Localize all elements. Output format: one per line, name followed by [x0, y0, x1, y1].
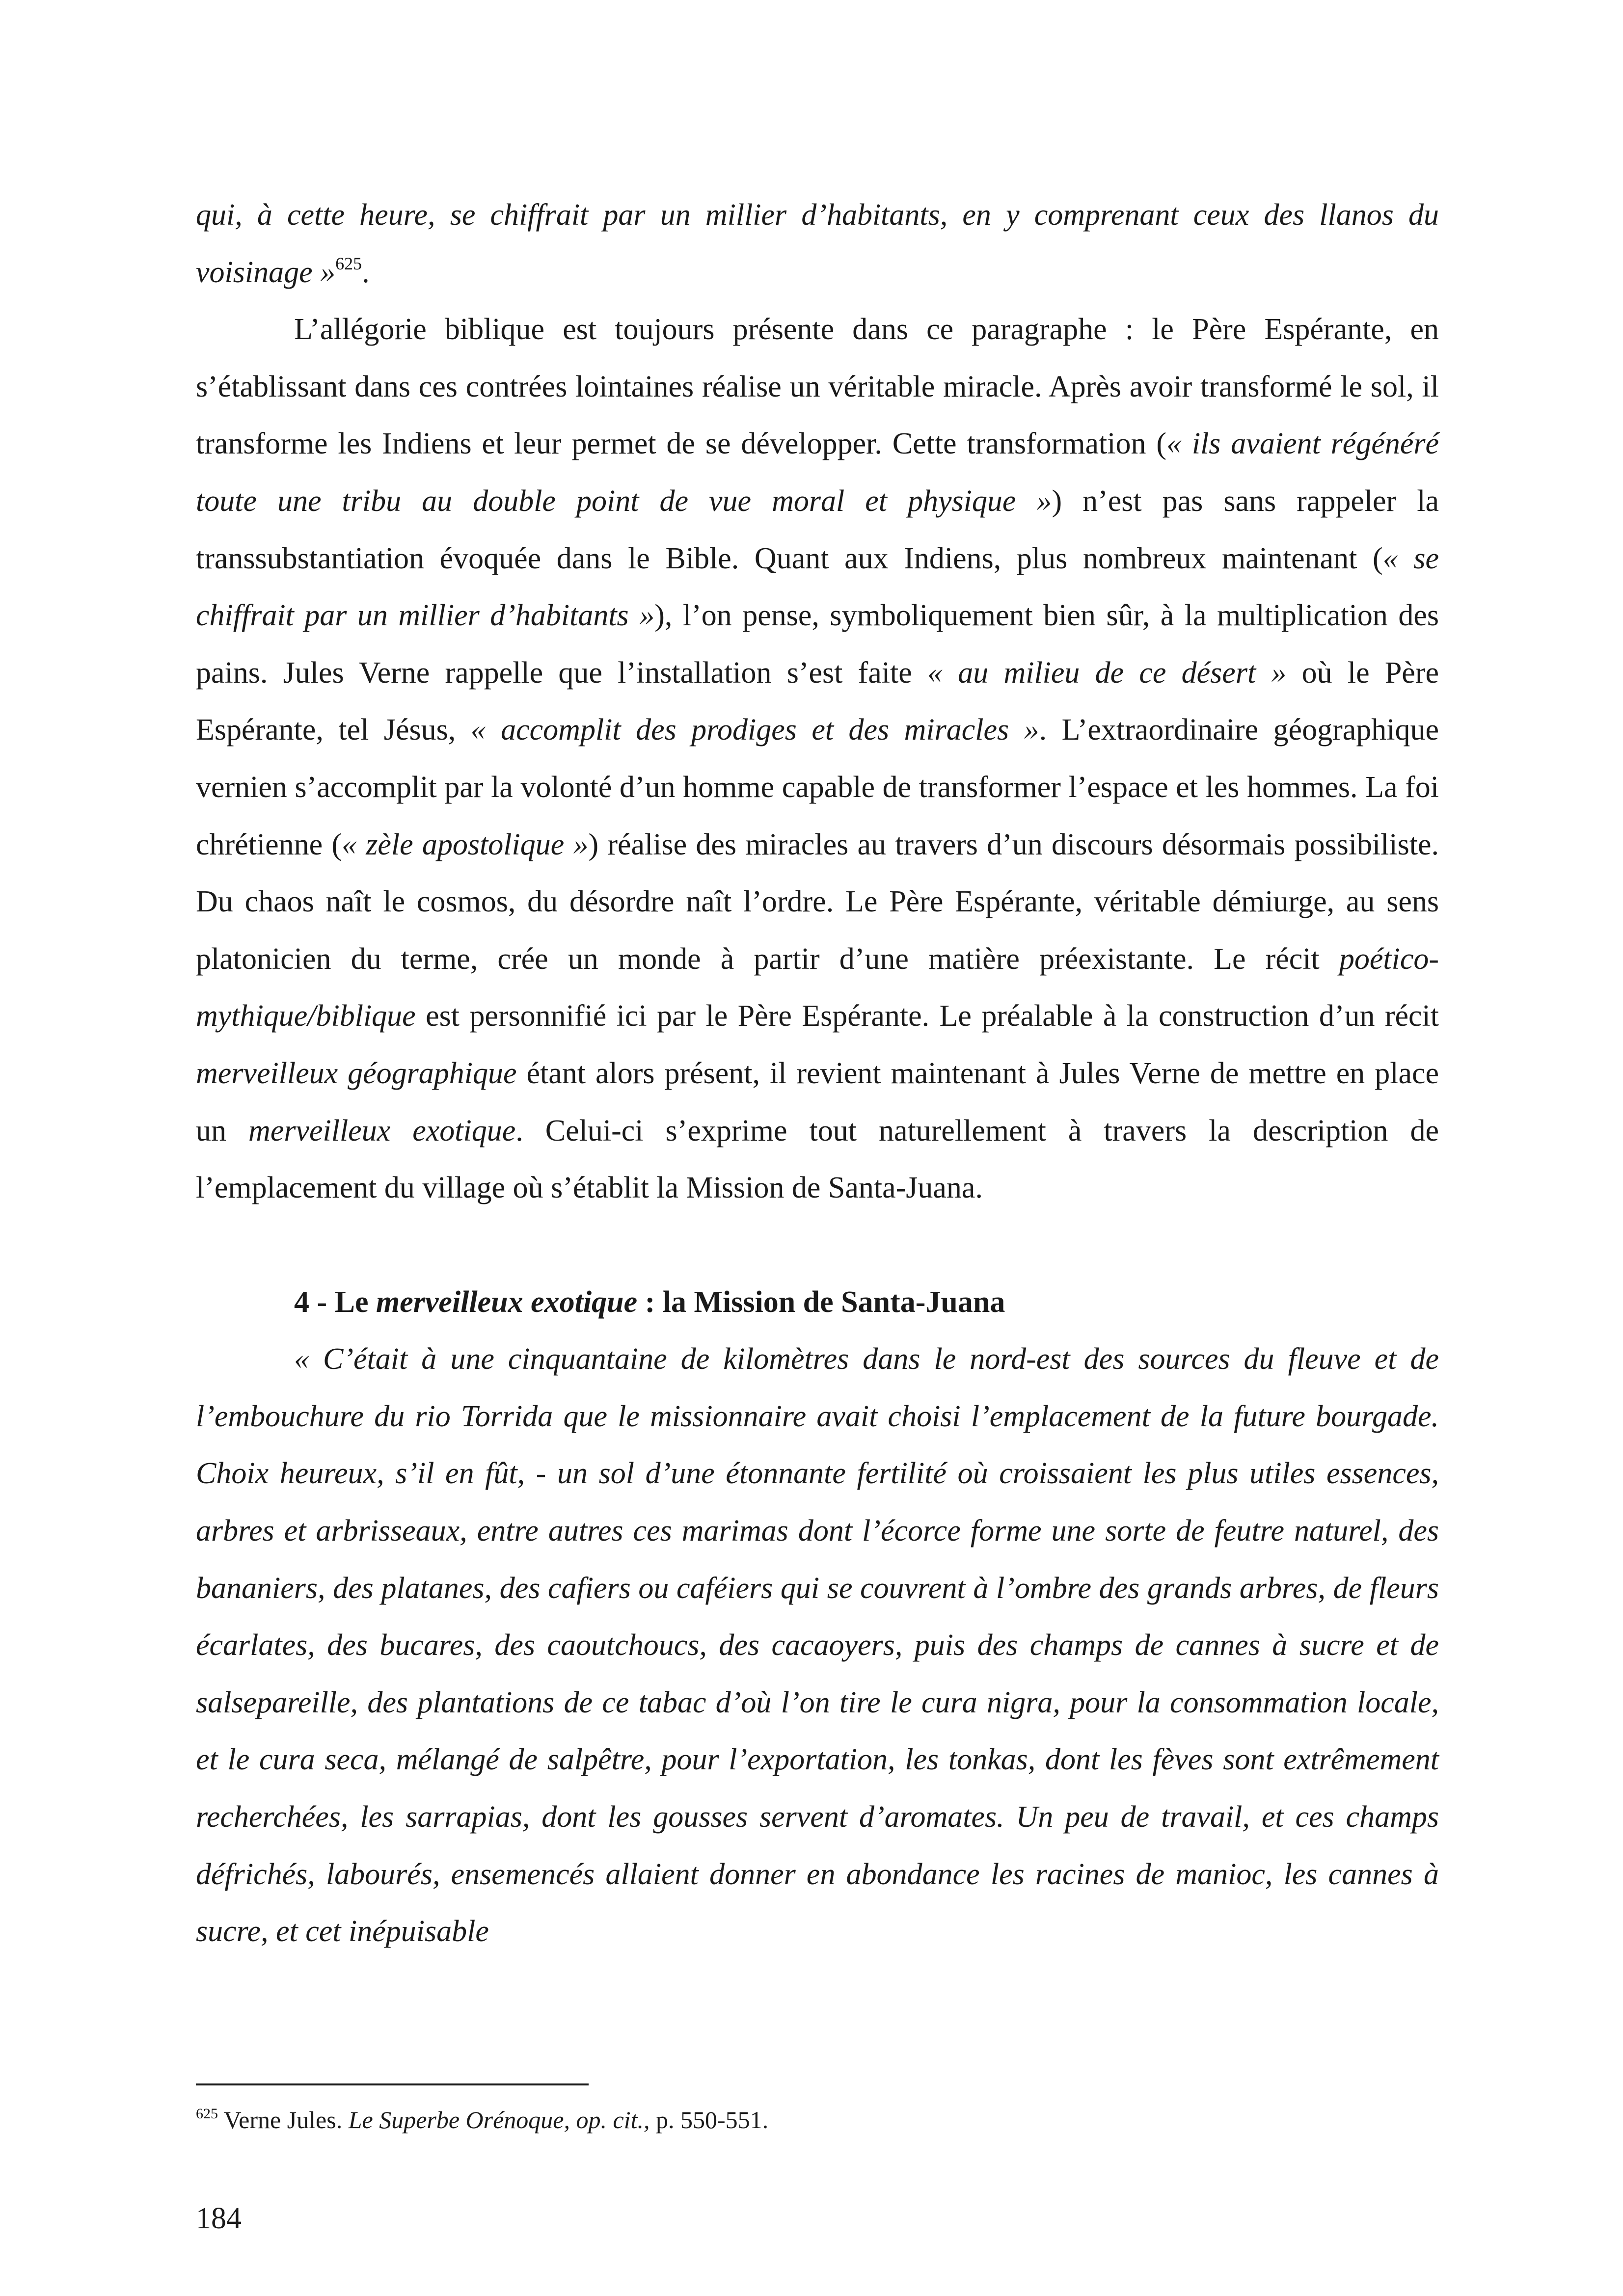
text-run: . L’extraordinaire géographique vernien s’accomplit par la volonté d’un homme capable de transformer l’espace et les hommes. La foi chrétienne ( [196, 713, 1439, 861]
paragraph-quote-end [196, 187, 1439, 301]
footnote-author: Verne Jules. [218, 2106, 349, 2134]
footnote [196, 2103, 768, 2137]
text-run: ), l’on pense, symboliquement bien sûr, à la multiplication des pains. Jules Verne rappelle que l’installation s’est faite [196, 599, 1439, 690]
section-heading [196, 1274, 1439, 1331]
page-body [196, 187, 1439, 1960]
heading-suffix: : la Mission de Santa-Juana [637, 1285, 1005, 1319]
quote-run: « zèle apostolique » [342, 828, 589, 861]
footnote-ref[interactable]: 625 [335, 253, 362, 273]
punctuation: . [362, 255, 370, 289]
footnote-separator [196, 2083, 589, 2085]
text-run: où le Père Espérante, tel Jésus, [196, 656, 1439, 747]
italic-term: merveilleux géographique [196, 1056, 517, 1090]
text-run: ) réalise des miracles au travers d’un discours désormais possibiliste. Du chaos naît le cosmos, du désordre naît l’ordre. Le Père Espérante, véritable démiurge, au sens platonicien du terme, crée un monde à partir d’une matière préexistante. Le récit [196, 828, 1439, 976]
text-run: . Celui-ci s’exprime tout naturellement à travers la description de l’emplacement du village où s’établit la Mission de Santa-Juana. [196, 1114, 1439, 1205]
quote-run: « ils avaient régénéré toute une tribu au double point de vue moral et physique » [196, 427, 1439, 518]
quote-text: qui, à cette heure, se chiffrait par un millier d’habitants, en y comprenant ceux des llanos du voisinage » [196, 198, 1439, 289]
italic-term: poético-mythique/biblique [196, 942, 1439, 1033]
quote-text: « C’était à une cinquantaine de kilomètres dans le nord-est des sources du fleuve et de l’embouchure du rio Torrida que le missionnaire avait choisi l’emplacement de la future bourgade. Choix heureux, s’il en fût, - un sol d’une étonnante fertilité où croissaient les plus utiles essences, arbres et arbrisseaux, entre autres ces marimas dont l’écorce forme une sorte de feutre naturel, des bananiers, des platanes, des cafiers ou caféiers qui se couvrent à l’ombre des grands arbres, de fleurs écarlates, des bucares, des caoutchoucs, des cacaoyers, puis des champs de cannes à sucre et de salsepareille, des plantations de ce tabac d’où l’on tire le cura nigra, pour la consommation locale, et le cura seca, mélangé de salpêtre, pour l’exportation, les tonkas, dont les fèves sont extrêmement recherchées, les sarrapias, dont les gousses servent d’aromates. Un peu de travail, et ces champs défrichés, labourés, ensemencés allaient donner en abondance les racines de manioc, les cannes à sucre, et cet inépuisable [196, 1342, 1439, 1949]
quote-run: « se chiffrait par un millier d’habitants » [196, 541, 1439, 633]
text-run: ) n’est pas sans rappeler la transsubstantiation évoquée dans le Bible. Quant aux Indiens, plus nombreux maintenant ( [196, 484, 1439, 575]
text-run: étant alors présent, il revient maintenant à Jules Verne de mettre en place un [196, 1056, 1439, 1148]
paragraph-allegory [196, 301, 1439, 1217]
footnote-title: Le Superbe Orénoque, op. cit., [348, 2106, 650, 2134]
paragraph-long-quote [196, 1331, 1439, 1960]
italic-term: merveilleux exotique [248, 1114, 516, 1148]
text-run: est personnifié ici par le Père Espérante. Le préalable à la construction d’un récit [415, 999, 1439, 1033]
heading-italic: merveilleux exotique [376, 1285, 638, 1319]
page-number: 184 [196, 2202, 242, 2235]
footnote-pages: p. 550-551. [649, 2106, 769, 2134]
footnote-number: 625 [196, 2106, 218, 2122]
text-run: L’allégorie biblique est toujours présente dans ce paragraphe : le Père Espérante, en s’établissant dans ces contrées lointaines réalise un véritable miracle. Après avoir transformé le sol, il transforme les Indiens et leur permet de se développer. Cette transformation ( [196, 313, 1439, 461]
quote-run: « au milieu de ce désert » [927, 656, 1287, 690]
quote-run: « accomplit des prodiges et des miracles » [470, 713, 1039, 747]
heading-prefix: 4 - Le [294, 1285, 377, 1319]
